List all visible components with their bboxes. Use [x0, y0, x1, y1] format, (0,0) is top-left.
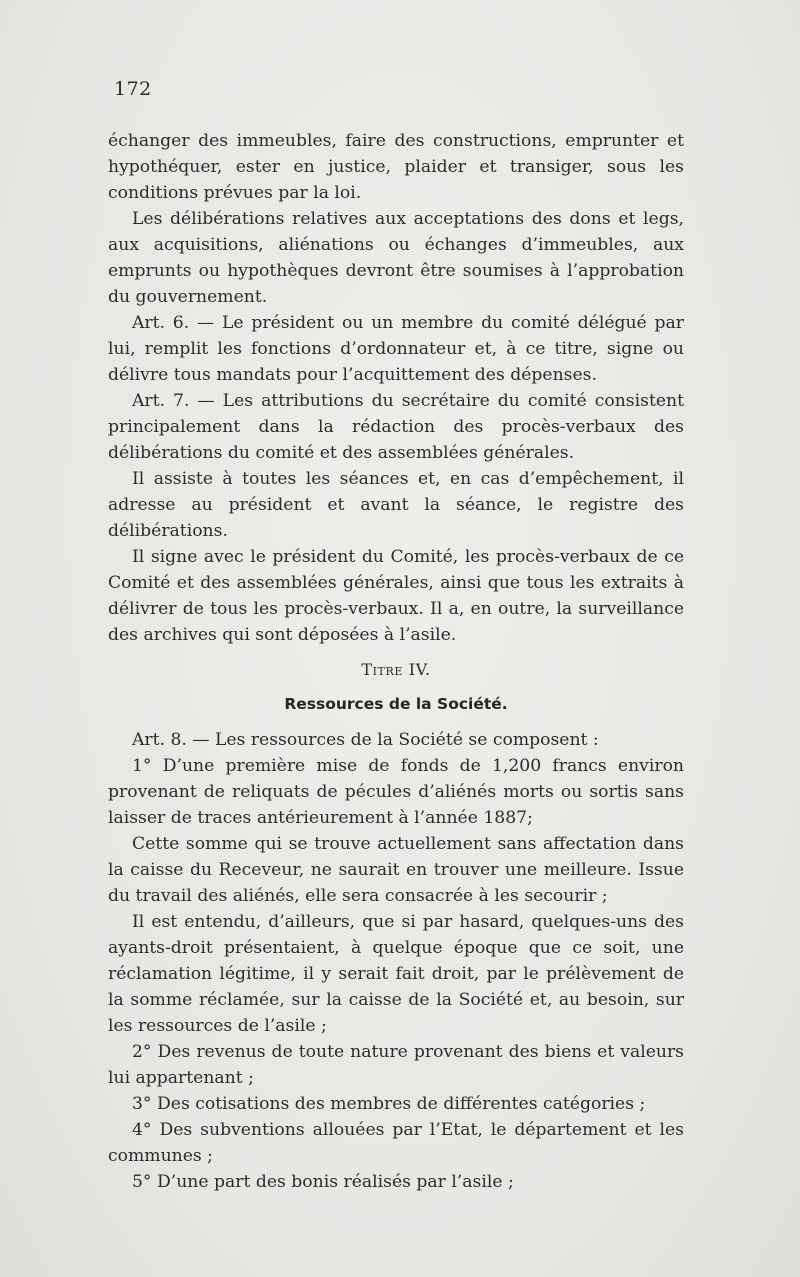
paragraph-article-6: Art. 6. — Le président ou un membre du comité délégué par lui, remplit les fonctions d’ordonnateur et, à ce titre, signe ou délivre tous mandats pour l’acquittement des dépenses. [108, 313, 684, 385]
section-heading: Ressources de la Société. [284, 695, 508, 713]
body-text [108, 128, 684, 1195]
paragraph: Il signe avec le président du Comité, les procès-verbaux de ce Comité et des assemblées générales, ainsi que tous les extraits à délivrer de tous les procès-verbaux. Il a, en outre, la surveillance des archives qui sont déposées à l’asile. [108, 547, 684, 645]
paragraph-article-8: Art. 8. — Les ressources de la Société se composent : [132, 730, 599, 750]
title-numeral: IV. [408, 660, 431, 679]
title-heading [108, 657, 684, 683]
paragraph: échanger des immeubles, faire des constructions, emprunter et hypothéquer, ester en justice, plaider et transiger, sous les conditions prévues par la loi. [108, 131, 684, 203]
paragraph: Il est entendu, d’ailleurs, que si par hasard, quelques-uns des ayants-droit présentaient, à quelque époque que ce soit, une réclamation légitime, il y serait fait droit, par le prélèvement de la somme réclamée, sur la caisse de la Société et, au besoin, sur les ressources de l’asile ; [108, 912, 684, 1036]
paragraph: Il assiste à toutes les séances et, en cas d’empêchement, il adresse au président et avant la séance, le registre des délibérations. [108, 469, 684, 541]
page-number: 172 [114, 78, 152, 100]
paragraph: Cette somme qui se trouve actuellement sans affectation dans la caisse du Receveur, ne saurait en trouver une meilleure. Issue du travail des aliénés, elle sera consacrée à les secourir ; [108, 834, 684, 906]
title-word: Titre [361, 660, 403, 679]
list-item: 5° D’une part des bonis réalisés par l’asile ; [132, 1172, 514, 1192]
list-item: 3° Des cotisations des membres de différentes catégories ; [132, 1094, 646, 1114]
list-item: 4° Des subventions allouées par l’Etat, le département et les communes ; [108, 1120, 684, 1166]
list-item: 1° D’une première mise de fonds de 1,200 francs environ provenant de reliquats de pécules d’aliénés morts ou sortis sans laisser de traces antérieurement à l’année 1887; [108, 756, 684, 828]
paragraph-article-7: Art. 7. — Les attributions du secrétaire du comité consistent principalement dans la rédaction des procès-verbaux des délibérations du comité et des assemblées générales. [108, 391, 684, 463]
list-item: 2° Des revenus de toute nature provenant des biens et valeurs lui appartenant ; [108, 1042, 684, 1088]
paragraph: Les délibérations relatives aux acceptations des dons et legs, aux acquisitions, aliénations ou échanges d’immeubles, aux emprunts ou hypothèques devront être soumises à l’approbation du gouvernement. [108, 209, 684, 307]
